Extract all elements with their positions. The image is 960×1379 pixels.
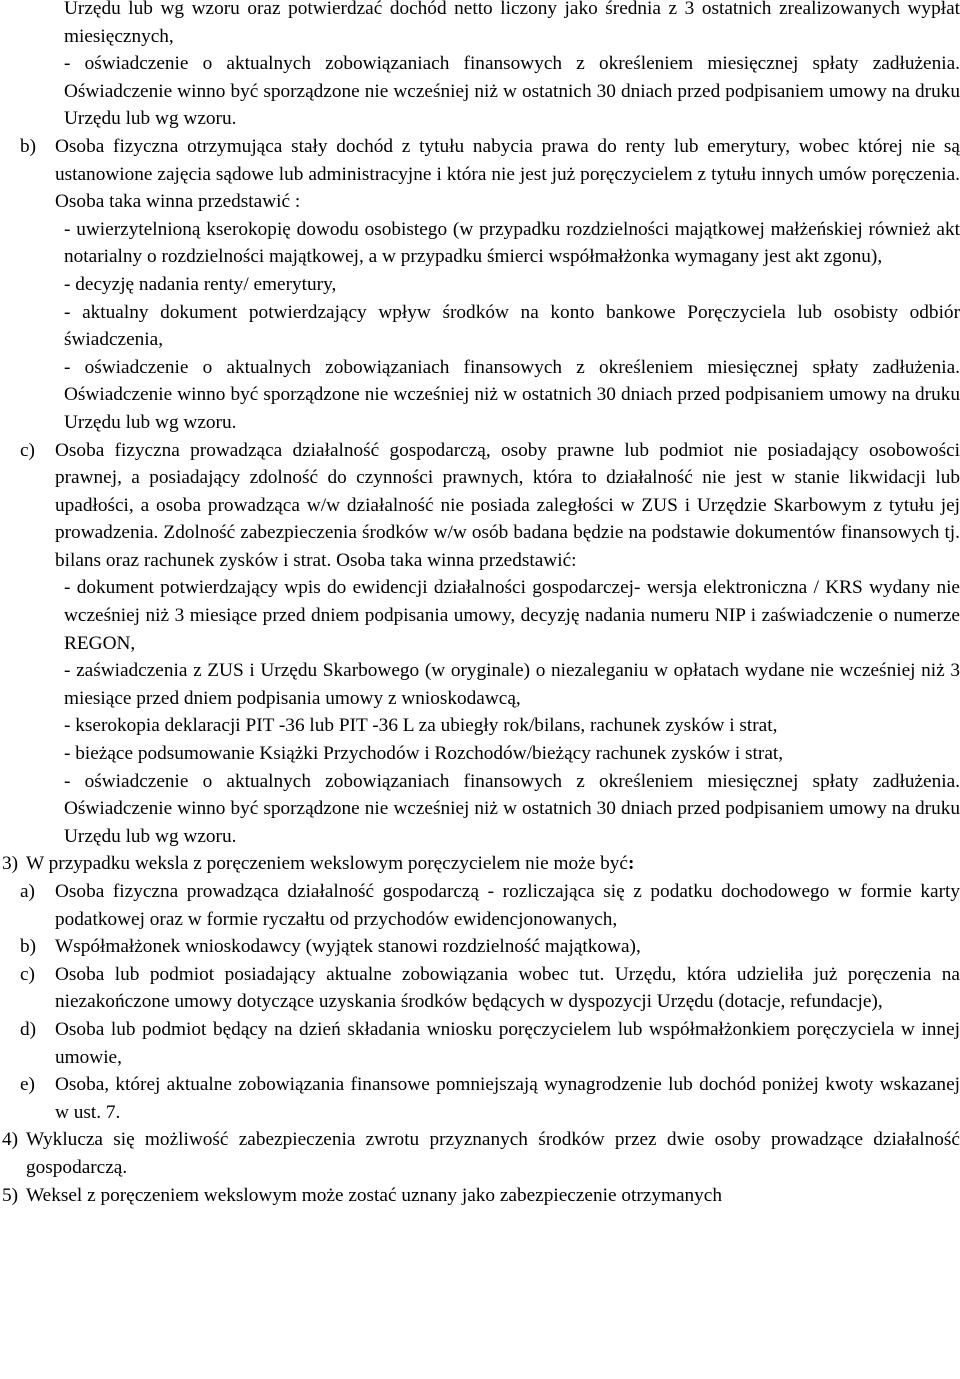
item-text: Osoba lub podmiot będący na dzień składania wniosku poręczycielem lub współmałżonkiem poręczyciela w innej umowie, <box>55 1018 960 1068</box>
section-5-text: Weksel z poręczeniem wekslowym może zostać uznany jako zabezpieczenie otrzymanych <box>26 1184 722 1206</box>
section-3 <box>2 850 960 878</box>
section-b-item <box>64 271 960 299</box>
section-c-label: c) <box>20 439 35 461</box>
section-c-item <box>64 768 960 851</box>
list-item: - uwierzytelnioną kserokopię dowodu osobistego (w przypadku rozdzielności majątkowej małżeńskiej również akt notarialny o rozdzielności majątkowej, a w przypadku śmierci współmałżonka wymagany jest akt zgonu), <box>64 218 960 268</box>
section-b-item <box>64 299 960 354</box>
item-label: c) <box>20 963 35 985</box>
section-c <box>20 437 960 575</box>
section-4-text: Wyklucza się możliwość zabezpieczenia zwrotu przyznanych środków przez dwie osoby prowadzące działalność gospodarczą. <box>26 1129 960 1178</box>
section-5 <box>2 1182 960 1210</box>
item-label: e) <box>20 1074 35 1096</box>
item-label: d) <box>20 1018 37 1040</box>
list-item: - aktualny dokument potwierdzający wpływ środków na konto bankowe Poręczyciela lub osobisty odbiór świadczenia, <box>64 301 960 351</box>
list-item: - oświadczenie o aktualnych zobowiązaniach finansowych z określeniem miesięcznej spłaty zadłużenia. Oświadczenie winno być sporządzone nie wcześniej niż w ostatnich 30 dniach przed podpisaniem umowy na druku Urzędu lub wg wzoru. <box>64 770 960 847</box>
list-item: - zaświadczenia z ZUS i Urzędu Skarbowego (w oryginale) o niezaleganiu w opłatach wydane nie wcześniej niż 3 miesiące przed dniem podpisania umowy z wnioskodawcą, <box>64 660 960 709</box>
section-c-item <box>64 712 960 740</box>
section-4-label: 4) <box>2 1129 19 1151</box>
section-b-item <box>64 354 960 437</box>
section-3-colon: : <box>627 853 635 875</box>
section-3-item <box>20 1016 960 1071</box>
item-label: a) <box>20 881 35 902</box>
item-text: Współmałżonek wnioskodawcy (wyjątek stanowi rozdzielność majątkowa), <box>55 936 641 958</box>
section-3-item <box>20 878 960 933</box>
section-b-text: Osoba fizyczna otrzymująca stały dochód z tytułu nabycia prawa do renty lub emerytury, wobec której nie są ustanowione zajęcia sądowe lub administracyjne i która nie jest już poręczycielem z tytułu innych umów poręczenia. Osoba taka winna przedstawić : <box>55 135 960 213</box>
section-3-label: 3) <box>2 853 19 875</box>
section-c-item <box>64 657 960 712</box>
section-b-item <box>64 216 960 271</box>
section-b-label: b) <box>20 135 37 157</box>
item-text: Osoba fizyczna prowadząca działalność gospodarczą - rozliczająca się z podatku dochodowego w formie karty podatkowej oraz w formie ryczałtu od przychodów ewidencjonowanych, <box>55 881 960 930</box>
list-item: - bieżące podsumowanie Książki Przychodów i Rozchodów/bieżący rachunek zysków i strat, <box>64 743 784 765</box>
section-c-text: Osoba fizyczna prowadząca działalność gospodarczą, osoby prawne lub podmiot nie posiadający osobowości prawnej, a posiadający zdolność do czynności prawnych, która to działalność nie jest w stanie likwidacji lub upadłości, a osoba prowadząca w/w działalność nie posiada zaległości w ZUS i Urzędzie Skarbowym z tytułu jej prowadzenia. Zdolność zabezpieczenia środków w/w osób badana będzie na podstawie dokumentów finansowych tj. bilans oraz rachunek zysków i strat. Osoba taka winna przedstawić: <box>55 439 960 571</box>
item-text: Osoba lub podmiot posiadający aktualne zobowiązania wobec tut. Urzędu, która udzieliła już poręczenia na niezakończone umowy dotyczące uzyskania środków będących w dyspozycji Urzędu (dotacje, refundacje), <box>55 963 960 1013</box>
top-declaration <box>64 50 960 133</box>
section-4 <box>2 1126 960 1181</box>
item-text: Osoba, której aktualne zobowiązania finansowe pomniejszają wynagrodzenie lub dochód poniżej kwoty wskazanej w ust. 7. <box>55 1074 960 1123</box>
item-label: b) <box>20 936 37 958</box>
section-3-item <box>20 1071 960 1126</box>
list-item: - decyzję nadania renty/ emerytury, <box>64 273 337 295</box>
declaration-text: - oświadczenie o aktualnych zobowiązaniach finansowych z określeniem miesięcznej spłaty zadłużenia. Oświadczenie winno być sporządzone nie wcześniej niż w ostatnich 30 dniach przed podpisaniem umowy na druku Urzędu lub wg wzoru. <box>64 53 960 130</box>
section-b <box>20 133 960 216</box>
section-3-item <box>20 961 960 1016</box>
section-c-item <box>64 740 960 768</box>
section-3-item <box>20 933 960 961</box>
list-item: - oświadczenie o aktualnych zobowiązaniach finansowych z określeniem miesięcznej spłaty zadłużenia. Oświadczenie winno być sporządzone nie wcześniej niż w ostatnich 30 dniach przed podpisaniem umowy na druku Urzędu lub wg wzoru. <box>64 356 960 433</box>
section-c-item <box>64 574 960 657</box>
top-paragraph <box>64 0 960 50</box>
section-3-text: W przypadku weksla z poręczeniem wekslowym poręczycielem nie może być <box>26 853 628 875</box>
top-line: Urzędu lub wg wzoru oraz potwierdzać dochód netto liczony jako średnia z 3 ostatnich zrealizowanych wypłat miesięcznych, <box>64 0 960 47</box>
list-item: - dokument potwierdzający wpis do ewidencji działalności gospodarczej- wersja elektroniczna / KRS wydany nie wcześniej niż 3 miesiące przed dniem podpisania umowy, decyzję nadania numeru NIP i zaświadczenie o numerze REGON, <box>64 577 960 654</box>
list-item: - kserokopia deklaracji PIT -36 lub PIT -36 L za ubiegły rok/bilans, rachunek zysków i strat, <box>64 715 778 737</box>
section-5-label: 5) <box>2 1184 19 1206</box>
